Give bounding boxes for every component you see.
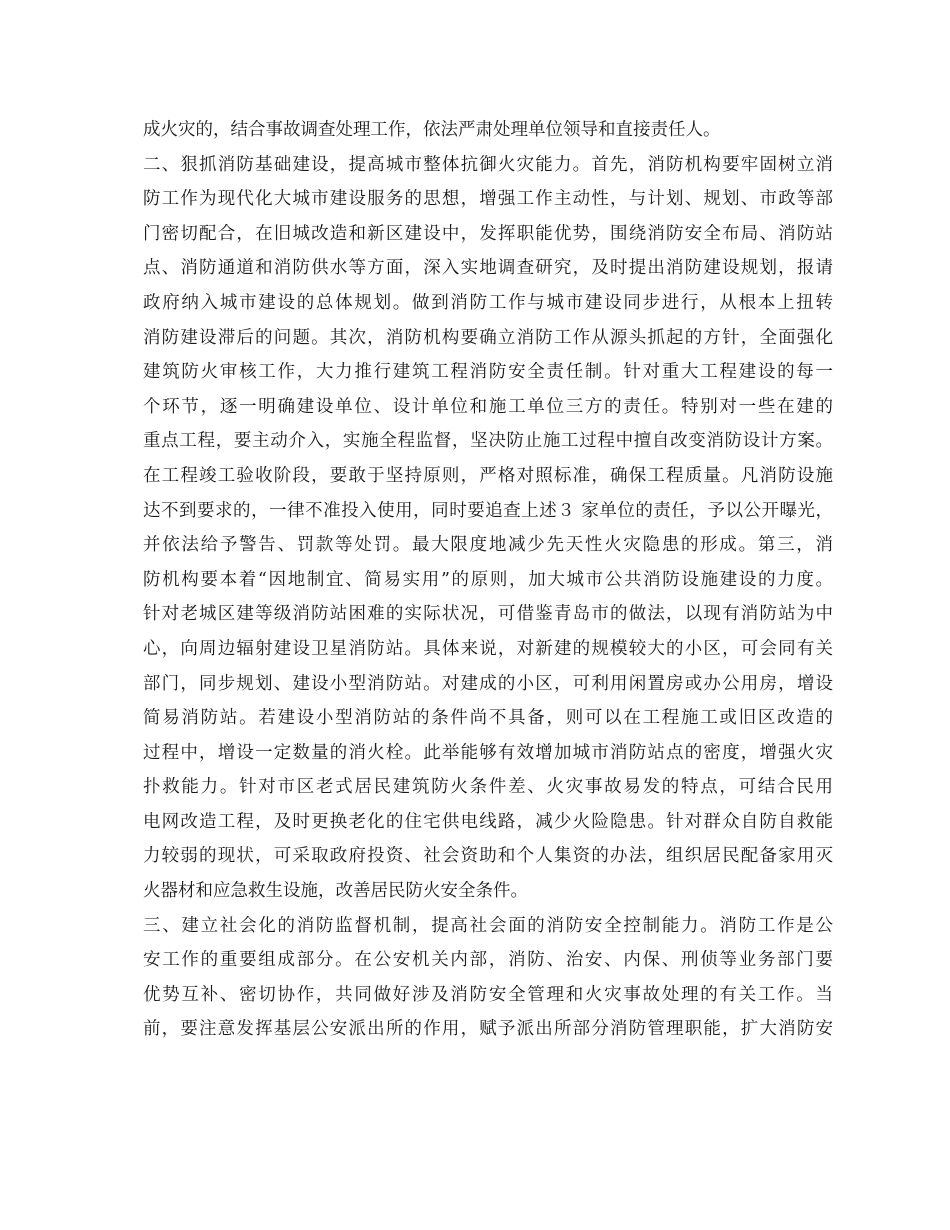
text-line: 部门，同步规划、建设小型消防站。对建成的小区，可利用闲置房或办公用房，增设 (143, 673, 833, 694)
text-line: 前，要注意发挥基层公安派出所的作用，赋予派出所部分消防管理职能，扩大消防安 (143, 1019, 833, 1040)
text-line: 点、消防通道和消防供水等方面，深入实地调查研究，及时提出消防建设规划，报请 (143, 258, 833, 279)
text-line: 优势互补、密切协作，共同做好涉及消防安全管理和火灾事故处理的有关工作。当 (143, 984, 833, 1005)
text-line: 政府纳入城市建设的总体规划。做到消防工作与城市建设同步进行，从根本上扭转 (143, 292, 833, 313)
body-text (143, 113, 833, 1047)
text-line: 在工程竣工验收阶段，要敢于坚持原则，严格对照标准，确保工程质量。凡消防设施 (143, 465, 833, 486)
text-line: 二、狠抓消防基础建设，提高城市整体抗御火灾能力。首先，消防机构要牢固树立消 (143, 154, 833, 175)
text-line: 简易消防站。若建设小型消防站的条件尚不具备，则可以在工程施工或旧区改造的 (143, 708, 833, 729)
text-line: 重点工程，要主动介入，实施全程监督，坚决防止施工过程中擅自改变消防设计方案。 (143, 431, 833, 452)
text-line: 成火灾的，结合事故调查处理工作，依法严肃处理单位领导和直接责任人。 (143, 120, 721, 140)
text-line: 扑救能力。针对市区老式居民建筑防火条件差、火灾事故易发的特点，可结合民用 (143, 777, 833, 798)
text-line: 针对老城区建等级消防站困难的实际状况，可借鉴青岛市的做法，以现有消防站为中 (143, 604, 833, 625)
text-line: 过程中，增设一定数量的消火栓。此举能够有效增加城市消防站点的密度，增强火灾 (143, 742, 833, 763)
text-line: 达不到要求的，一律不准投入使用，同时要追查上述３ 家单位的责任，予以公开曝光， (143, 500, 833, 521)
text-line: 心，向周边辐射建设卫星消防站。具体来说，对新建的规模较大的小区，可会同有关 (143, 638, 833, 659)
text-line: 安工作的重要组成部分。在公安机关内部，消防、治安、内保、刑侦等业务部门要 (143, 950, 833, 971)
text-line: 力较弱的现状，可采取政府投资、社会资助和个人集资的办法，组织居民配备家用灭 (143, 846, 833, 867)
text-line: 火器材和应急救生设施，改善居民防火安全条件。 (143, 881, 528, 902)
text-line: 防机构要本着“因地制宜、简易实用”的原则，加大城市公共消防设施建设的力度。 (143, 569, 833, 590)
text-line: 并依法给予警告、罚款等处罚。最大限度地减少先天性火灾隐患的形成。第三，消 (143, 535, 833, 556)
text-line: 三、建立社会化的消防监督机制，提高社会面的消防安全控制能力。消防工作是公 (143, 915, 833, 936)
text-line: 防工作为现代化大城市建设服务的思想，增强工作主动性，与计划、规划、市政等部 (143, 189, 833, 210)
text-line: 门密切配合，在旧城改造和新区建设中，发挥职能优势，围绕消防安全布局、消防站 (143, 223, 833, 244)
text-line: 消防建设滞后的问题。其次，消防机构要确立消防工作从源头抓起的方针，全面强化 (143, 327, 833, 348)
text-line: 建筑防火审核工作，大力推行建筑工程消防安全责任制。针对重大工程建设的每一 (143, 362, 833, 383)
text-line: 电网改造工程，及时更换老化的住宅供电线路，减少火险隐患。针对群众自防自救能 (143, 811, 833, 832)
text-line: 个环节，逐一明确建设单位、设计单位和施工单位三方的责任。特别对一些在建的 (143, 396, 833, 417)
